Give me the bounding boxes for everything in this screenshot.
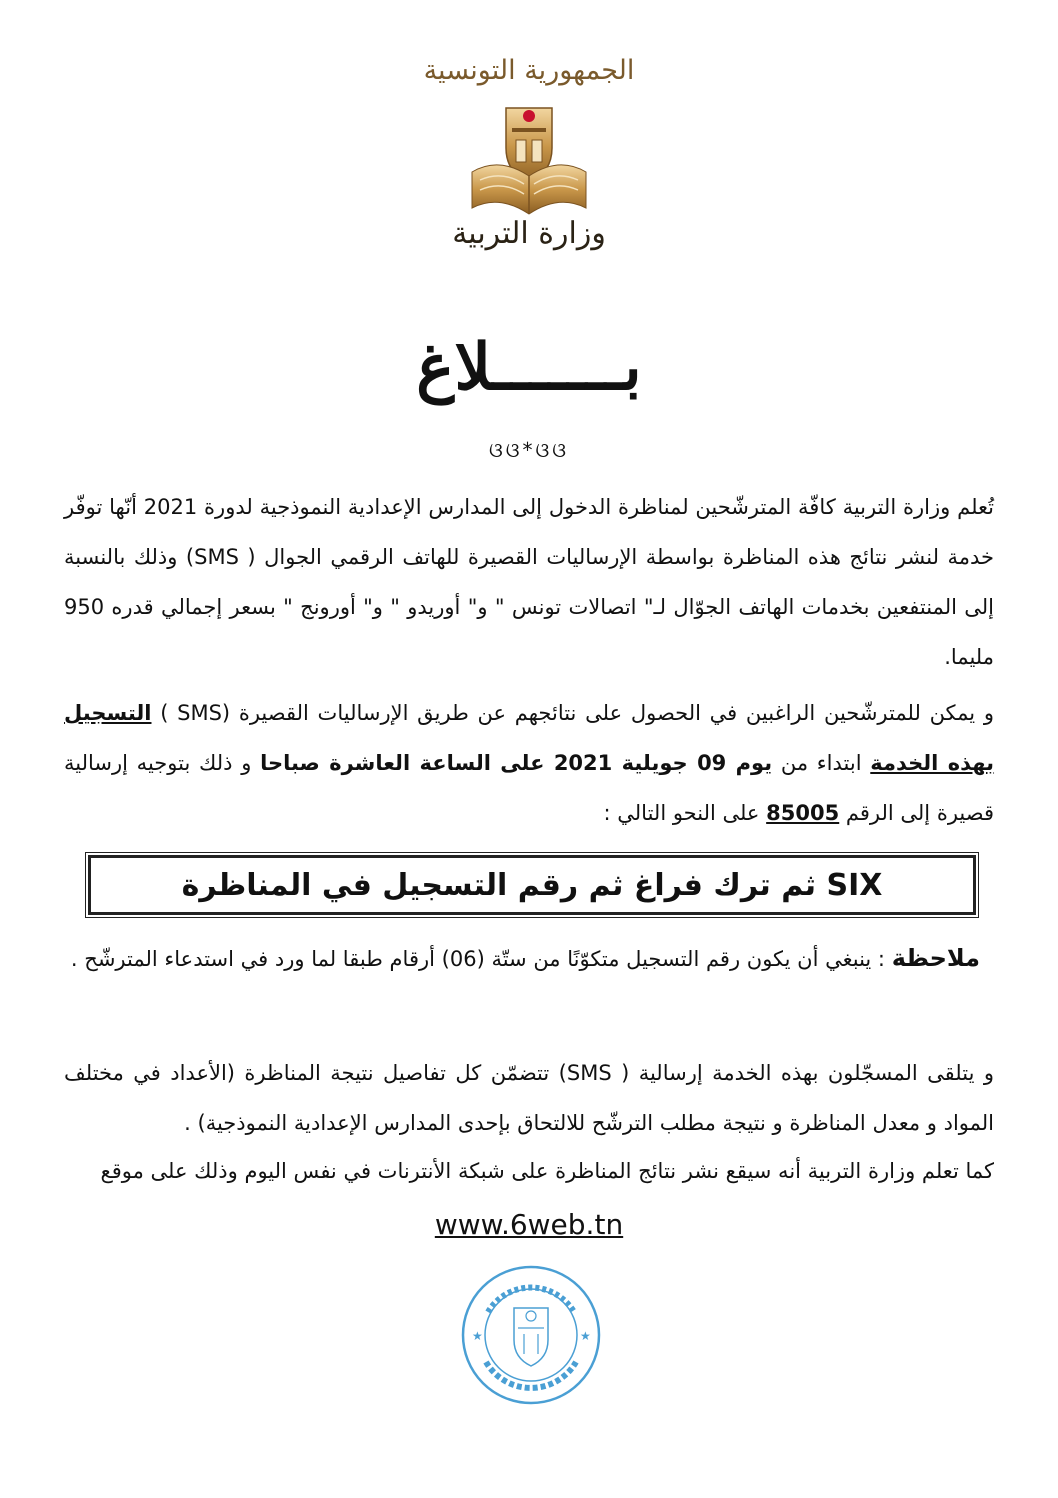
paragraph-sms-details: و يتلقى المسجّلون بهذه الخدمة إرسالية ( SMS) تتضمّن كل تفاصيل نتيجة المناظرة (الأعداد في مختلف المواد و معدل المناظرة و نتيجة مطلب الترشّح للالتحاق بإحدى المدارس الإعدادية النموذجية) . bbox=[64, 1061, 994, 1135]
svg-text:★: ★ bbox=[472, 1329, 483, 1343]
paragraph-registration bbox=[64, 688, 994, 838]
registration-text-1: و يمكن للمترشّحين الراغبين في الحصول على نتائجهم عن طريق الإرساليات القصيرة (SMS ) bbox=[151, 701, 995, 725]
registration-text-3: و ذلك بتوجيه إرسالية قصيرة إلى الرقم bbox=[64, 751, 994, 825]
sms-format-box: SIX ثم ترك فراغ ثم رقم التسجيل في المناظرة bbox=[88, 855, 976, 915]
title-ornament: ଓଓ*ଓଓ bbox=[488, 438, 570, 462]
note-label: ملاحظة bbox=[891, 944, 980, 972]
paragraph-internet: كما تعلم وزارة التربية أنه سيقع نشر نتائج المناظرة على شبكة الأنترنات في نفس اليوم وذلك على موقع bbox=[100, 1159, 994, 1183]
registration-date: يوم 09 جويلية 2021 على الساعة العاشرة صباحا bbox=[260, 751, 773, 775]
paragraph-announcement: تُعلم وزارة التربية كافّة المترشّحين لمناظرة الدخول إلى المدارس الإعدادية النموذجية لدورة 2021 أنّها توفّر خدمة لنشر نتائج هذه المناظرة بواسطة الإرساليات القصيرة للهاتف الرقمي الجوال ( SMS) وذلك بالنسبة إلى المنتفعين بخدمات الهاتف الجوّال لـ" اتصالات تونس " و" أوريدو " و" أورونج " بسعر إجمالي قدره 950 مليما. bbox=[64, 495, 995, 669]
registration-text-2: ابتداء من bbox=[772, 751, 862, 775]
note-text: : ينبغي أن يكون رقم التسجيل متكوّنًا من ستّة (06) أرقام طبقا لما ورد في استدعاء المترشّح . bbox=[70, 947, 892, 971]
ministry-emblem-logo bbox=[454, 90, 604, 220]
website-link[interactable]: www.6web.tn bbox=[434, 1208, 624, 1241]
registration-text-4: على النحو التالي : bbox=[603, 801, 760, 825]
communique-title: بـــــــلاغ bbox=[416, 330, 642, 405]
ministry-name: وزارة التربية bbox=[452, 216, 606, 251]
svg-text:★: ★ bbox=[580, 1329, 591, 1343]
official-stamp-seal bbox=[458, 1262, 604, 1408]
sms-number: 85005 bbox=[766, 801, 840, 825]
registration-service-label: التسجيل بهذه الخدمة bbox=[64, 701, 995, 775]
letterhead bbox=[0, 55, 1058, 295]
note bbox=[64, 938, 980, 979]
republic-name: الجمهورية التونسية bbox=[423, 55, 635, 86]
